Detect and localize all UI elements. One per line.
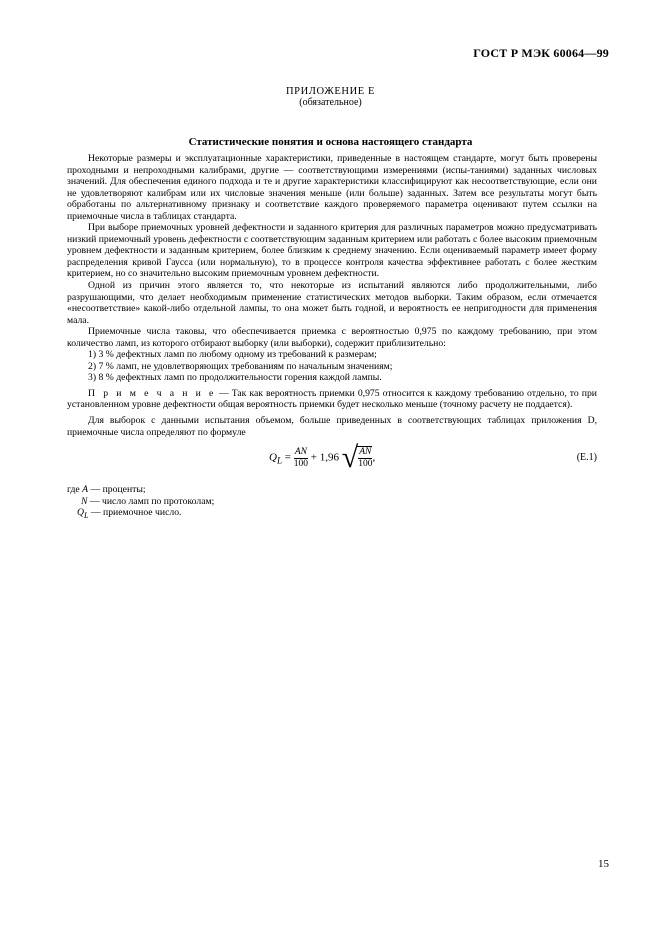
sqrt-radicand (356, 446, 372, 470)
fraction-numerator: AN (294, 446, 307, 457)
formula-equals: = (282, 451, 294, 464)
definition-row (67, 507, 597, 521)
formula-fraction (294, 447, 308, 470)
definition-symbol-sub: L (84, 511, 89, 521)
formula (269, 441, 376, 475)
page-number: 15 (598, 858, 609, 870)
list-item: 3) 8 % дефектных ламп по продолжительности горения каждой лампы. (88, 372, 382, 384)
annex-subtitle: (обязательное) (299, 97, 362, 108)
formula-tail: , (372, 451, 376, 464)
paragraph: Некоторые размеры и эксплуатационные характеристики, приведенные в настоящем стандарте, могут быть проверены проходными и непроходными калибрами, другие — соответствующими измерениями (испы-таниями) заданных числовых значений. Для обеспечения единого подхода и те и другие характеристики классифицируют как несоответствующие, если они не удовлетворяют калибрам или их числовые значения меньше (или больше) заданных. Затем все результаты могут быть обработаны по альтернативному признаку и соответствие каждого проверяемого параметра оценивают путем ссылки на приемочные числа в таблицах стандарта. (67, 153, 597, 222)
definition-row (67, 484, 597, 496)
formula-sqrt (341, 441, 376, 475)
section-title: Статистические понятия и основа настоящего стандарта (188, 136, 473, 148)
standard-header: ГОСТ Р МЭК 60064—99 (473, 46, 609, 60)
note-paragraph (67, 388, 597, 411)
definitions (67, 484, 597, 522)
definition-symbol: A (82, 484, 89, 496)
sqrt-fraction (358, 447, 372, 470)
definition-symbol: N (81, 495, 88, 507)
fraction-denominator: 100 (293, 458, 309, 469)
definition-symbol: Q (77, 507, 84, 519)
note-label: П р и м е ч а н и е (88, 387, 216, 399)
definition-text: — приемочное число. (88, 507, 182, 519)
definition-text: — число ламп по протоколам; (87, 495, 215, 507)
formula-lhs-sub: L (276, 455, 283, 466)
definition-row (67, 496, 597, 508)
paragraph: Одной из причин этого является то, что некоторые из испытаний являются либо продолжительными, либо разрушающими, что делает необходимым применение статистических методов выборки. Таким образом, если отмечается «несоответствие» какой-либо отдельной лампы, то она может быть годной, и вероятность ее непригодности для применения мала. (67, 280, 597, 326)
note-text: — Так как вероятность приемки 0,975 относится к каждому требованию отдельно, то при установленном уровне дефектности общая вероятность приемки будет несколько меньше (точному расчету не поддается). (67, 387, 597, 411)
formula-plus-term: + 1,96 (308, 451, 342, 464)
list-item: 1) 3 % дефектных ламп по любому одному из требований к размерам; (88, 349, 377, 361)
list-item: 2) 7 % ламп, не удовлетворяющих требованиям по начальным значениям; (88, 360, 393, 372)
radical-sign-icon: √ (341, 441, 359, 475)
definition-text: — проценты; (88, 484, 146, 496)
paragraph: При выборе приемочных уровней дефектности и заданного критерия для различных параметров можно предусматривать низкий приемочный уровень дефектности с соответствующим заданным критерием или работать с более высоким приемочным уровнем дефектности и заданным критерием, более близким к среднему значению. Если оцениваемый параметр имеет форму распределения кривой Гаусса (или нормальную), то в процессе контроля качества эффективнее работать с более жестким критерием, но со значительно высоким приемочным уровнем дефектности. (67, 222, 597, 280)
formula-number: (E.1) (576, 452, 597, 464)
sqrt-denominator: 100 (358, 459, 373, 470)
formula-lhs: Q (269, 451, 277, 464)
formula-block (67, 440, 597, 480)
annex-title: ПРИЛОЖЕНИЕ Е (285, 86, 376, 97)
paragraph: Приемочные числа таковы, что обеспечивается приемка с вероятностью 0,975 по каждому требованию, при этом количество ламп, из которого отбирают выборку (или выборки), содержит приблизительно: (67, 326, 597, 349)
body-text (67, 153, 597, 522)
sqrt-numerator: AN (359, 447, 372, 458)
definition-prefix: где (67, 484, 83, 496)
formula-intro: Для выборок с данными испытания объемом, больше приведенных в соответствующих таблицах приложения D, приемочные числа определяют по формуле (67, 415, 597, 438)
